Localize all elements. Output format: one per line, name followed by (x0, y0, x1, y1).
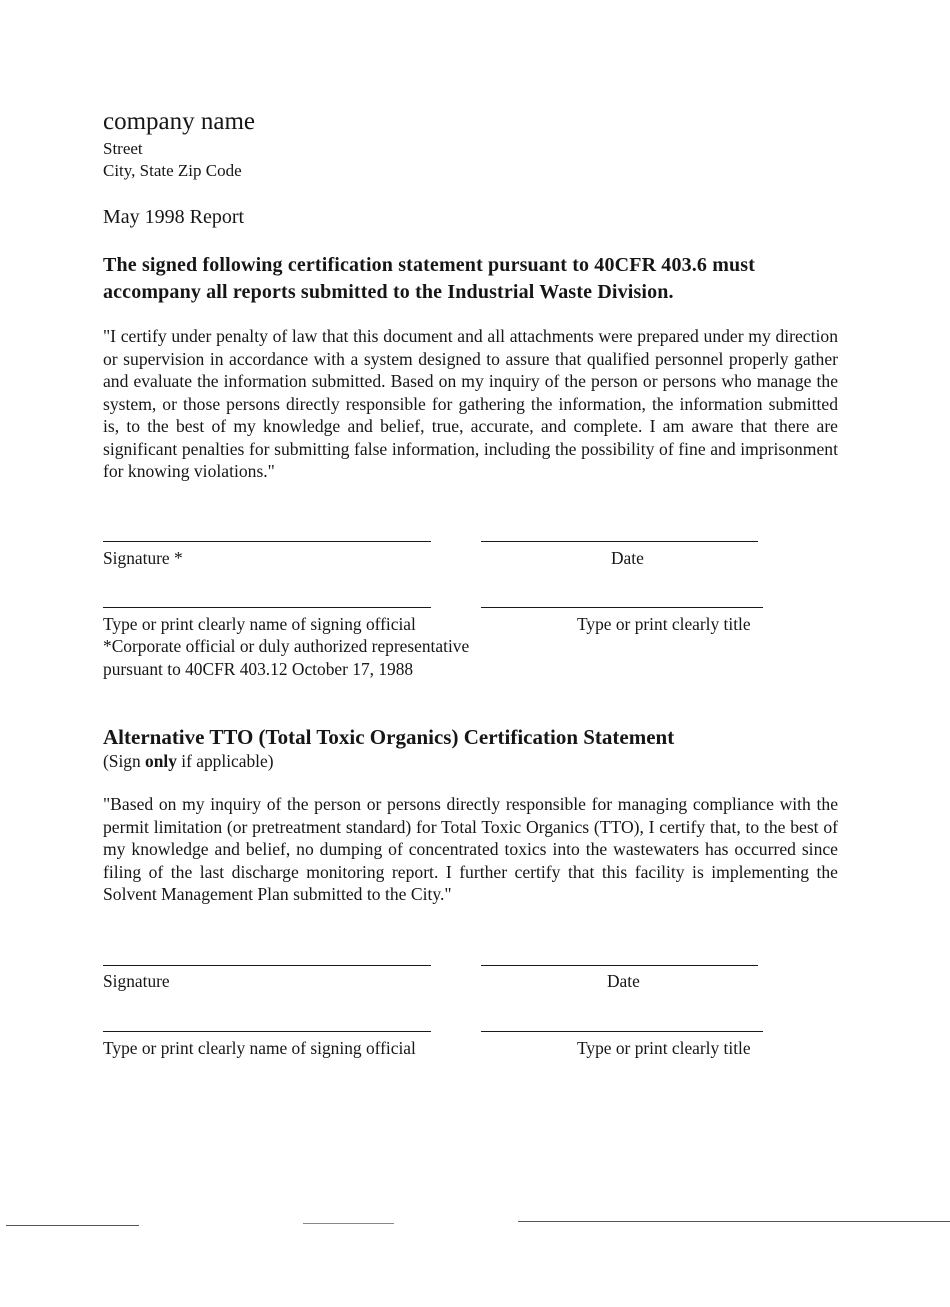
subtitle-prefix: (Sign (103, 751, 146, 771)
signing-official-name-line[interactable] (103, 607, 431, 608)
scan-artifact-line (6, 1225, 139, 1226)
tto-section-subtitle (103, 750, 274, 772)
signing-official-name-label: Type or print clearly name of signing official (103, 614, 416, 634)
official-title-line[interactable] (481, 607, 763, 608)
tto-official-title-line[interactable] (481, 1031, 763, 1032)
official-title-label: Type or print clearly title (577, 614, 751, 634)
report-date: May 1998 Report (103, 206, 245, 228)
tto-signature-line[interactable] (103, 965, 431, 966)
footnote-line-1: *Corporate official or duly authorized representative (103, 636, 470, 656)
corporate-official-footnote (103, 635, 469, 680)
certification-notice: The signed following certification statement pursuant to 40CFR 403.6 must accompany all reports submitted to the Industrial Waste Division. (103, 254, 756, 303)
company-name: company name (103, 108, 256, 135)
signature-line[interactable] (103, 541, 431, 542)
scan-artifact-line (303, 1223, 394, 1224)
signature-label: Signature * (103, 548, 183, 568)
tto-signature-label: Signature (103, 971, 170, 991)
tto-statement: "Based on my inquiry of the person or persons directly responsible for managing compliance with the permit limitation (or pretreatment standard) for Total Toxic Organics (TTO), I certify that, to the best of my knowledge and belief, no dumping of concentrated toxics into the wastewaters has occurred since filing of the last discharge monitoring report. I further certify that this facility is implementing the Solvent Management Plan submitted to the City." (103, 794, 838, 904)
scan-artifact-line (518, 1221, 950, 1222)
date-line[interactable] (481, 541, 758, 542)
tto-section-title: Alternative TTO (Total Toxic Organics) Certification Statement (103, 725, 675, 749)
date-label: Date (611, 548, 644, 568)
tto-official-title-label: Type or print clearly title (577, 1038, 751, 1058)
tto-signing-official-name-line[interactable] (103, 1031, 431, 1032)
footnote-line-2: pursuant to 40CFR 403.12 October 17, 1988 (103, 658, 414, 679)
tto-date-line[interactable] (481, 965, 758, 966)
tto-date-label: Date (607, 971, 640, 991)
street-address: Street (103, 139, 143, 158)
city-state-zip: City, State Zip Code (103, 161, 242, 180)
certification-statement: "I certify under penalty of law that this document and all attachments were prepared under my direction or supervision in accordance with a system designed to assure that qualified personnel properly gather and evaluate the information submitted. Based on my inquiry of the person or persons who manage the system, or those persons directly responsible for gathering the information, the information submitted is, to the best of my knowledge and belief, true, accurate, and complete. I am aware that there are significant penalties for submitting false information, including the possibility of fine and imprisonment for knowing violations." (103, 326, 838, 481)
subtitle-suffix: if applicable) (176, 751, 274, 771)
subtitle-emphasis: only (145, 751, 177, 771)
tto-signing-official-name-label: Type or print clearly name of signing official (103, 1038, 416, 1058)
